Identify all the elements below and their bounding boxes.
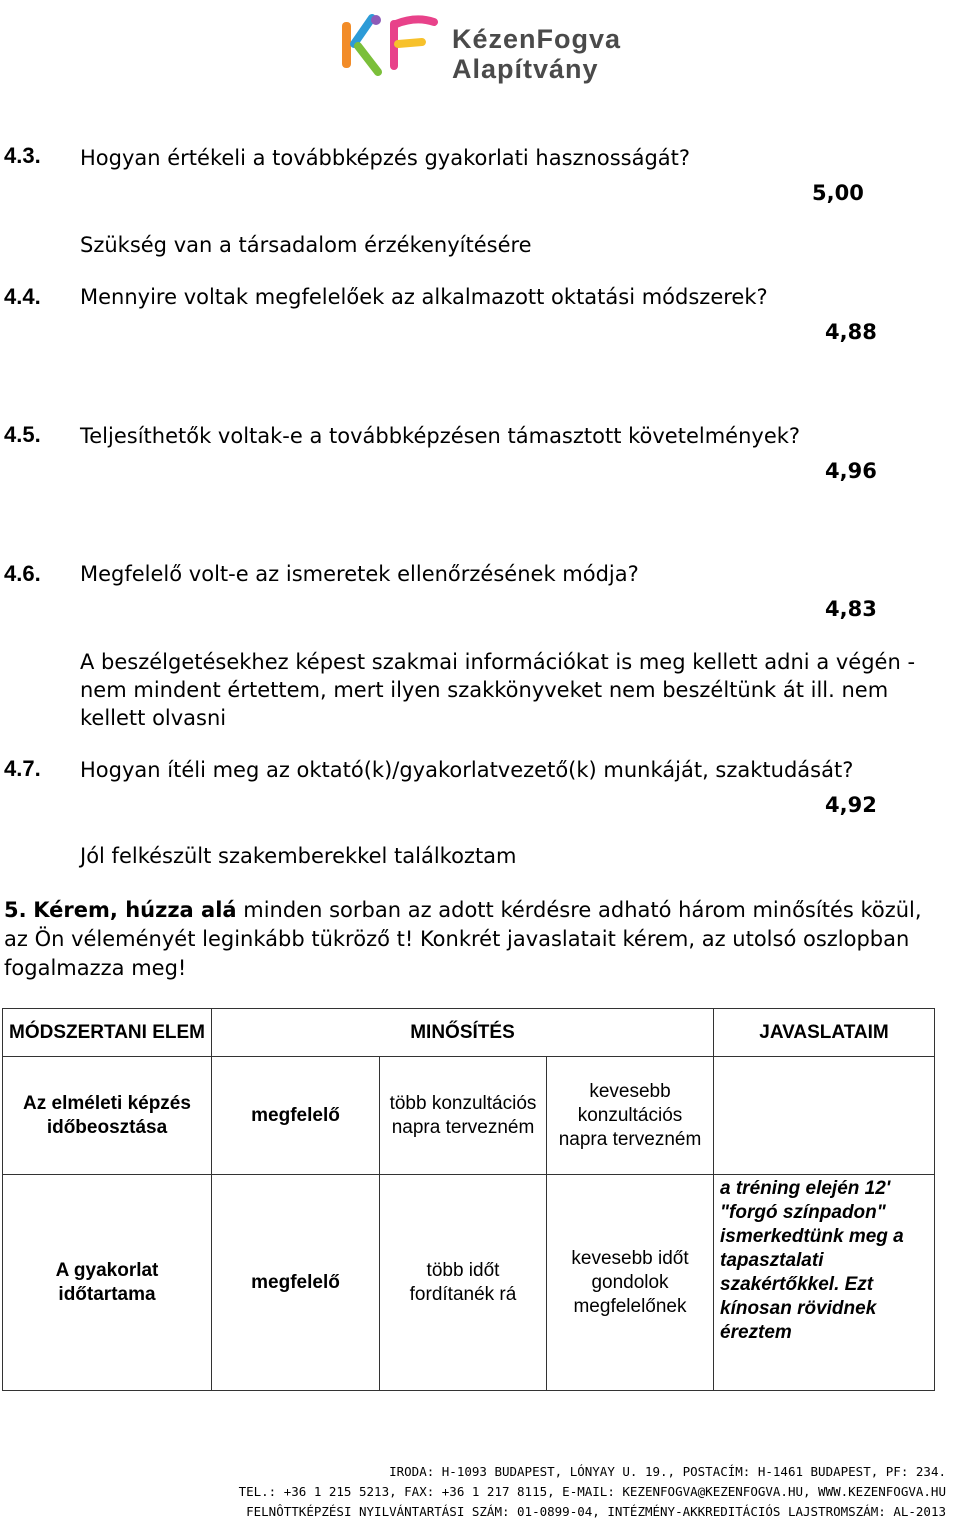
footer-address bbox=[239, 1462, 946, 1522]
question-text: Hogyan ítéli meg az oktató(k)/gyakorlatvezető(k) munkáját, szaktudását? bbox=[80, 758, 854, 782]
row-element: Az elméleti képzés időbeosztása bbox=[3, 1057, 212, 1175]
question-score: 5,00 bbox=[812, 181, 864, 205]
table-header-row bbox=[3, 1009, 935, 1057]
question-answer: Jól felkészült szakemberekkel találkoztam bbox=[80, 844, 517, 868]
question-text: Teljesíthetők voltak-e a továbbképzésen támasztott követelmények? bbox=[80, 424, 801, 448]
question-text: Mennyire voltak megfelelőek az alkalmazott oktatási módszerek? bbox=[80, 285, 768, 309]
footer-line: IRODA: H-1093 BUDAPEST, LÓNYAY U. 19., POSTACÍM: H-1461 BUDAPEST, PF: 234. bbox=[389, 1464, 946, 1479]
header-suggestions: JAVASLATAIM bbox=[714, 1009, 935, 1057]
question-text: Hogyan értékeli a továbbképzés gyakorlati hasznosságát? bbox=[80, 146, 691, 170]
header-element: MÓDSZERTANI ELEM bbox=[3, 1009, 212, 1057]
table-row bbox=[3, 1057, 935, 1175]
instruction-emphasis: Kérem, húzza alá bbox=[33, 898, 237, 922]
logo-mark-icon bbox=[338, 8, 458, 88]
question-number: 4.7. bbox=[4, 756, 41, 781]
footer-line: FELNÔTTKÉPZÉSI NYILVÁNTARTÁSI SZÁM: 01-0899-04, INTÉZMÉNY-AKKREDITÁCIÓS LAJSTROMSZÁM: AL-2013 bbox=[246, 1504, 946, 1519]
question-number: 4.4. bbox=[4, 284, 41, 309]
question-text: Megfelelő volt-e az ismeretek ellenőrzésének módja? bbox=[80, 562, 639, 586]
rating-option[interactable]: megfelelő bbox=[212, 1175, 380, 1391]
question-number: 4.6. bbox=[4, 561, 41, 586]
logo-line-1: KézenFogva bbox=[452, 24, 622, 54]
footer-line: TEL.: +36 1 215 5213, FAX: +36 1 217 8115, E-MAIL: KEZENFOGVA@KEZENFOGVA.HU, WWW.KEZENFOGVA.HU bbox=[238, 1484, 946, 1499]
logo-wordmark bbox=[452, 24, 621, 84]
suggestion-cell[interactable]: a tréning elején 12' "forgó színpadon" ismerkedtünk meg a tapasztalati szakértőkkel. Ezt kínosan rövidnek éreztem bbox=[714, 1175, 935, 1391]
question-score: 4,83 bbox=[825, 597, 877, 621]
section-number: 5. bbox=[4, 898, 27, 922]
rating-option[interactable]: kevesebb időt gondolok megfelelőnek bbox=[547, 1175, 714, 1391]
rating-option[interactable]: több konzultációs napra tervezném bbox=[380, 1057, 547, 1175]
table-row bbox=[3, 1175, 935, 1391]
question-number: 4.3. bbox=[4, 143, 41, 168]
evaluation-table bbox=[2, 1008, 935, 1391]
header-rating: MINŐSÍTÉS bbox=[212, 1009, 714, 1057]
instruction-text: minden sorban az adott kérdésre adható három minősítés közül, az Ön véleményét leginkább tükröző t! Konkrét javaslatait kérem, az utolsó oszlopban fogalmazza meg! bbox=[4, 898, 922, 980]
question-score: 4,96 bbox=[825, 459, 877, 483]
question-score: 4,92 bbox=[825, 793, 877, 817]
rating-option[interactable]: több időt fordítanék rá bbox=[380, 1175, 547, 1391]
question-score: 4,88 bbox=[825, 320, 877, 344]
question-number: 4.5. bbox=[4, 422, 41, 447]
rating-option[interactable]: kevesebb konzultációs napra tervezném bbox=[547, 1057, 714, 1175]
question-answer: Szükség van a társadalom érzékenyítésére bbox=[80, 233, 532, 257]
rating-option[interactable]: megfelelő bbox=[212, 1057, 380, 1175]
section-instruction bbox=[4, 896, 944, 983]
logo-line-2: Alapítvány bbox=[452, 54, 599, 84]
question-answer: A beszélgetésekhez képest szakmai információkat is meg kellett adni a végén - nem mindent értettem, mert ilyen szakkönyveket nem beszéltünk át ill. nem kellett olvasni bbox=[80, 650, 916, 730]
suggestion-cell[interactable] bbox=[714, 1057, 935, 1175]
row-element: A gyakorlat időtartama bbox=[3, 1175, 212, 1391]
